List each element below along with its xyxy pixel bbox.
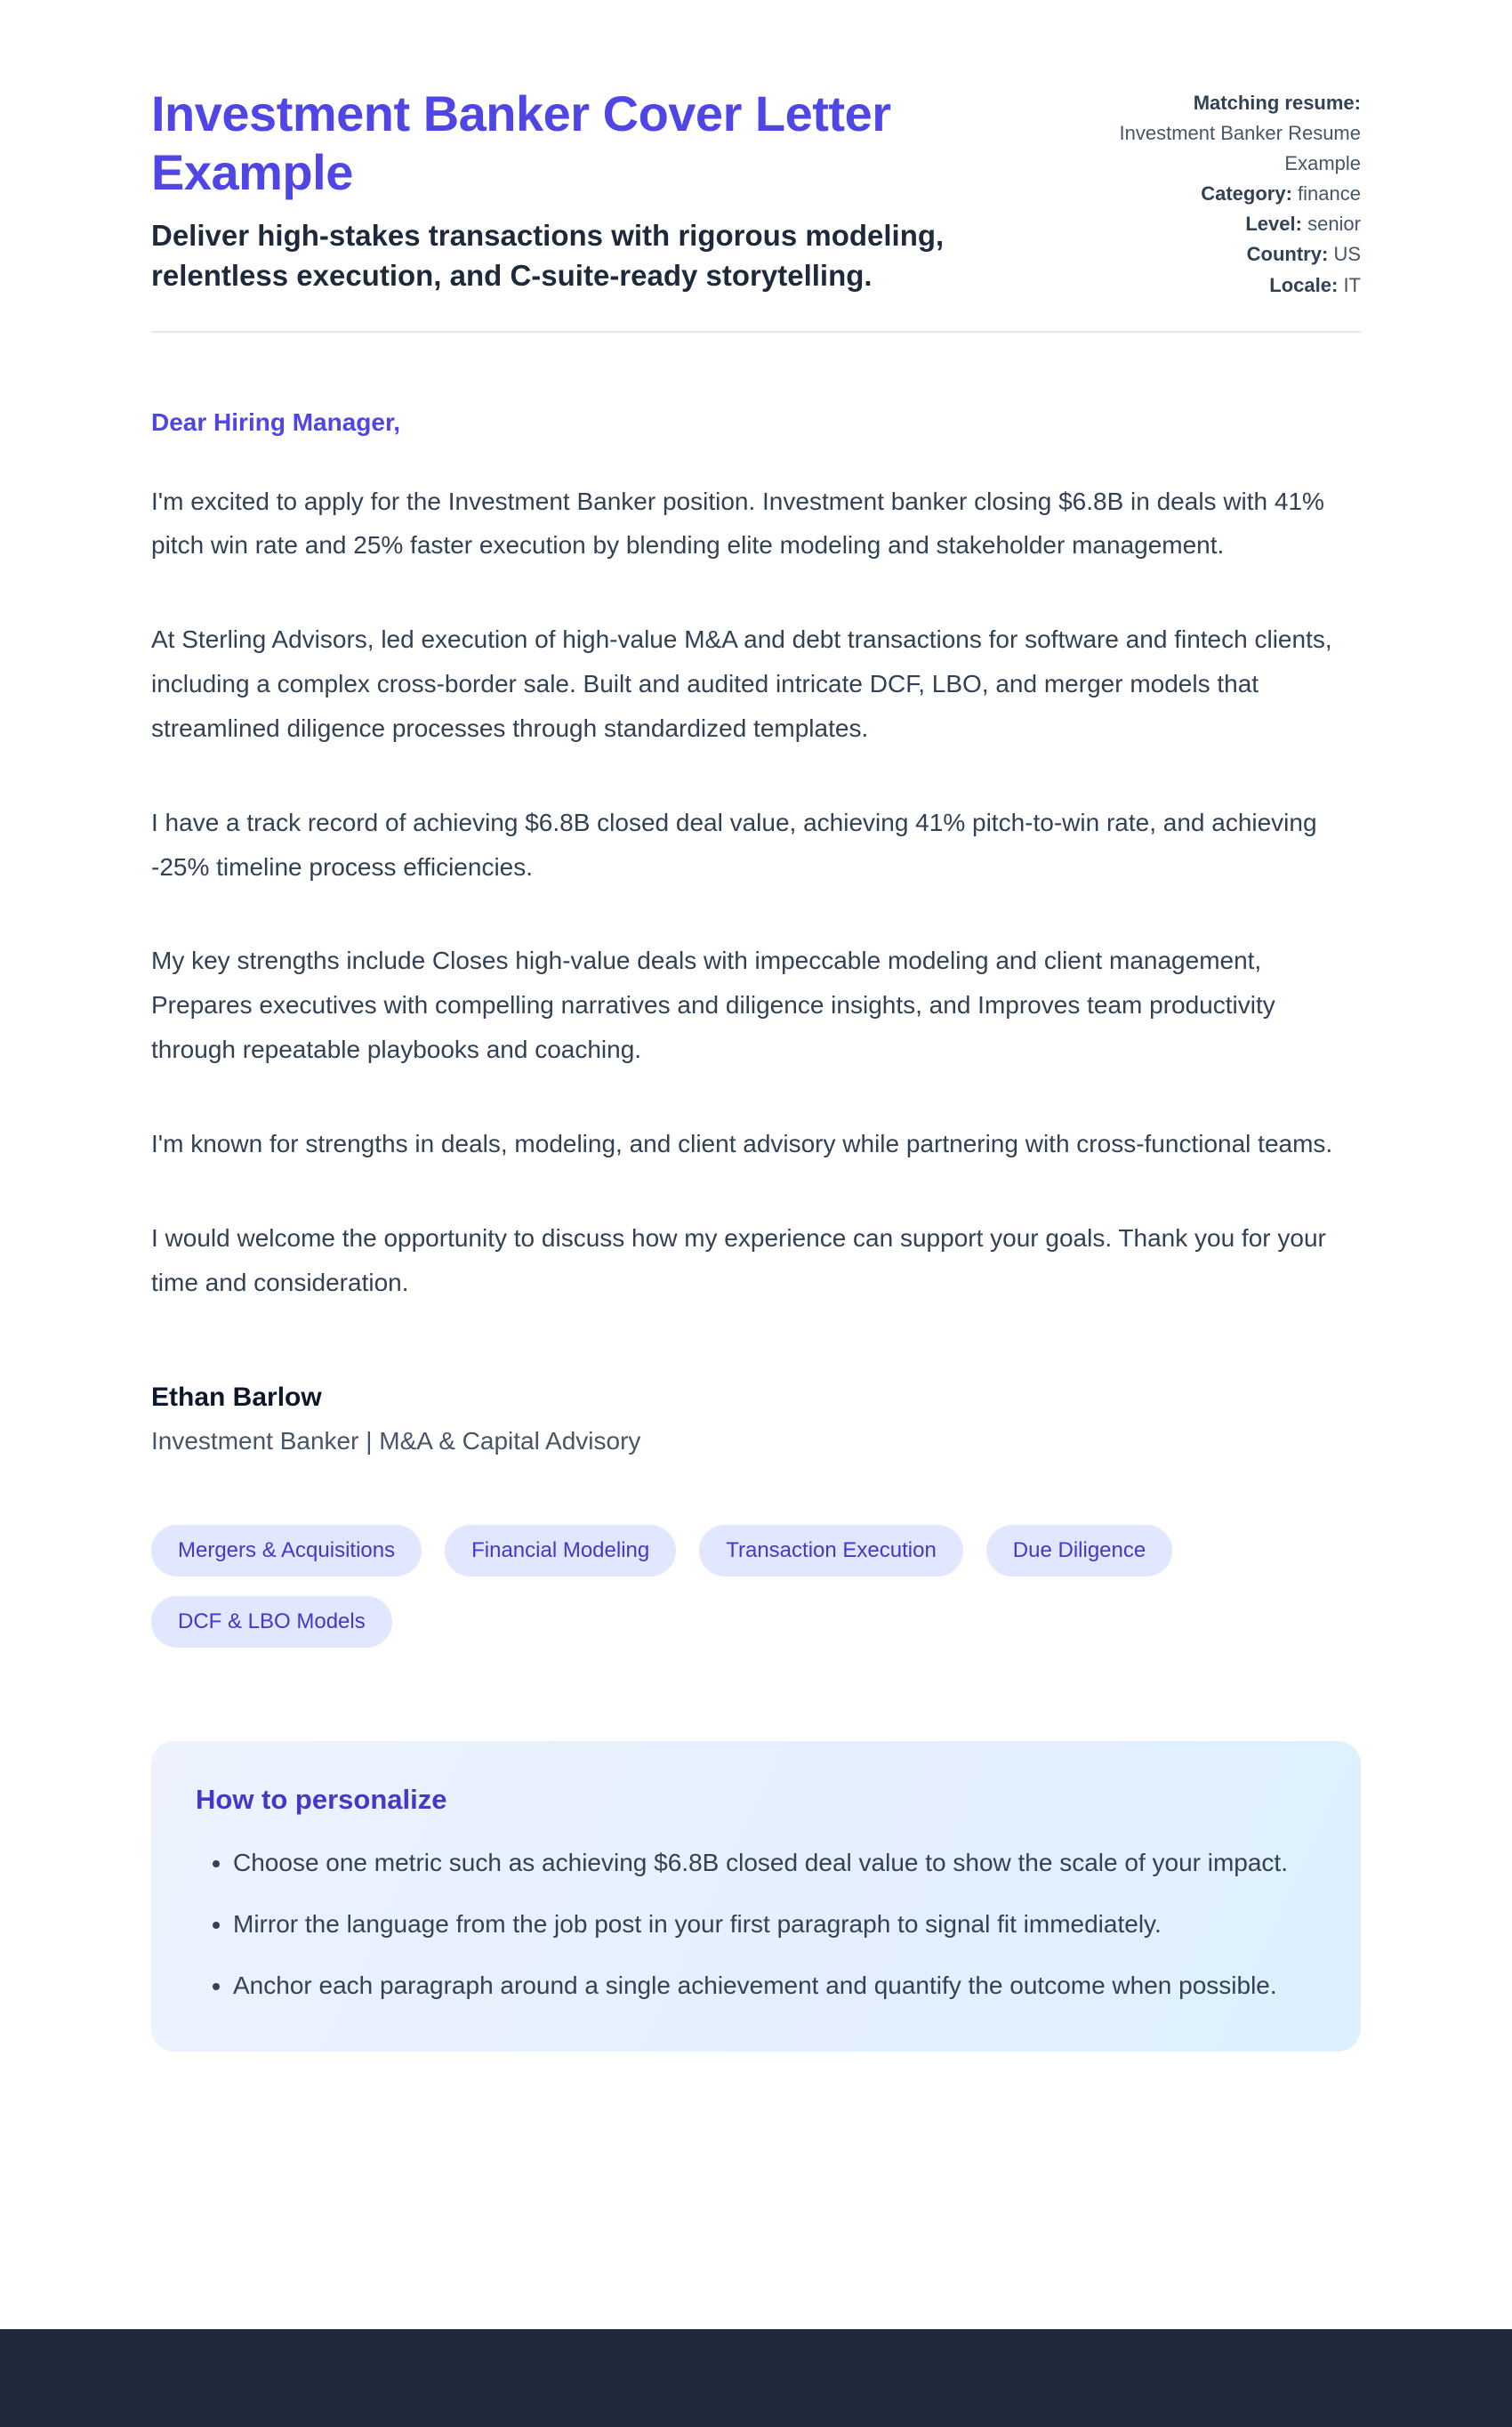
skill-tag-list [151, 1525, 1218, 1648]
meta-locale [1085, 270, 1361, 301]
country-label: Country: [1246, 243, 1329, 266]
meta-level [1085, 209, 1361, 239]
header-text-block [151, 85, 1050, 295]
letter-salutation: Dear Hiring Manager, [151, 407, 401, 436]
locale-value: IT [1343, 273, 1361, 296]
page-title: Investment Banker Cover Letter Example [151, 85, 891, 200]
header-divider [151, 331, 1361, 333]
page-subtitle: Deliver high-stakes transactions with rigorous modeling, relentless execution, and C-suite-ready storytelling. [151, 219, 945, 293]
skill-tag: DCF & LBO Models [151, 1596, 392, 1648]
matching-resume-value: Investment Banker Resume Example [1119, 122, 1361, 175]
skill-tag: Financial Modeling [445, 1525, 676, 1576]
category-label: Category: [1201, 182, 1292, 206]
letter-paragraph: I'm known for strengths in deals, modeling, and client advisory while partnering with cross-functional teams. [151, 1129, 1333, 1157]
tip-item: • Anchor each paragraph around a single achievement and quantify the outcome when possible. [233, 1963, 1316, 2007]
resume-meta-panel [1085, 85, 1361, 301]
letter-paragraph: I would welcome the opportunity to discuss how my experience can support your goals. Thank you for your time and consideration. [151, 1223, 1326, 1296]
cover-letter-body [151, 408, 1361, 1456]
skill-tag: Due Diligence [986, 1525, 1172, 1576]
meta-country [1085, 239, 1361, 270]
letter-paragraphs [151, 480, 1361, 1305]
letter-paragraph: I'm excited to apply for the Investment Banker position. Investment banker closing $6.8B in deals with 41% pitch win rate and 25% faster execution by blending elite modeling and stakeholder management. [151, 487, 1324, 560]
content-container [151, 0, 1361, 2052]
letter-paragraph: At Sterling Advisors, led execution of high-value M&A and debt transactions for software and fintech clients, including a complex cross-border sale. Built and audited intricate DCF, LBO, and merger models that streamlined diligence processes through standardized templates. [151, 625, 1332, 742]
page-header [151, 85, 1361, 301]
signature-role: Investment Banker | M&A & Capital Advisory [151, 1427, 641, 1455]
country-value: US [1333, 243, 1361, 266]
letter-paragraph: I have a track record of achieving $6.8B closed deal value, achieving 41% pitch-to-win rate, and achieving -25% timeline process efficiencies. [151, 808, 1317, 881]
level-value: senior [1307, 213, 1361, 236]
personalize-tips-box [151, 1741, 1361, 2052]
skill-tag: Mergers & Acquisitions [151, 1525, 422, 1576]
locale-label: Locale: [1269, 273, 1339, 296]
category-value: finance [1298, 182, 1361, 206]
matching-resume-label: Matching resume: [1193, 92, 1361, 114]
tip-item: • Mirror the language from the job post in your first paragraph to signal fit immediately. [233, 1902, 1316, 1946]
tips-title: How to personalize [196, 1784, 447, 1816]
signature-name: Ethan Barlow [151, 1383, 322, 1413]
skill-tag: Transaction Execution [699, 1525, 963, 1576]
meta-category [1085, 179, 1361, 209]
letter-paragraph: My key strengths include Closes high-value deals with impeccable modeling and client management, Prepares executives with compelling narratives and diligence insights, and Improves team productivity through repeatable playbooks and coaching. [151, 947, 1275, 1064]
level-label: Level: [1245, 213, 1302, 236]
tip-item: • Choose one metric such as achieving $6.8B closed deal value to show the scale of your impact. [233, 1841, 1316, 1884]
tips-list [196, 1841, 1316, 2007]
footer-bar [0, 2329, 1512, 2427]
